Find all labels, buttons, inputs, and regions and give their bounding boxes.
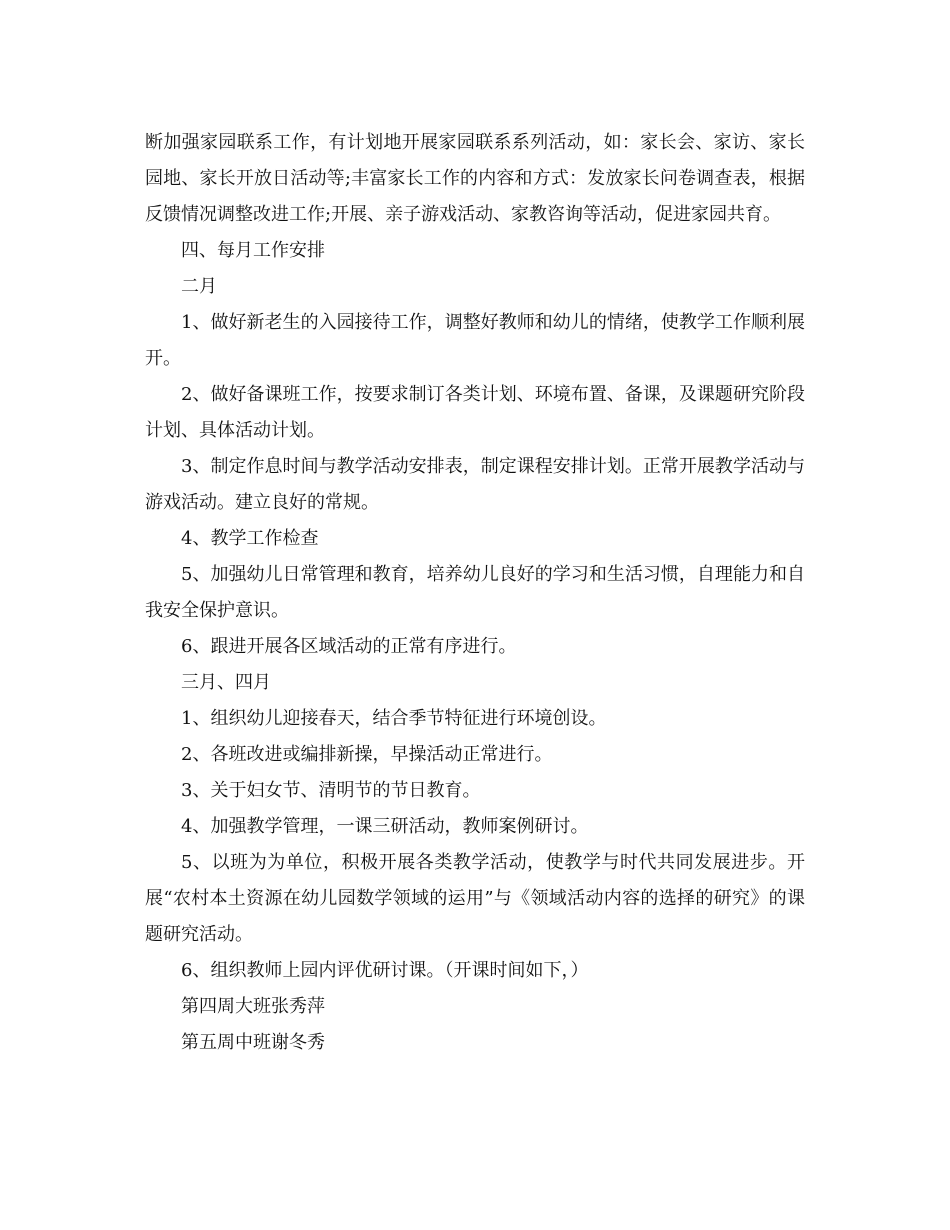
schedule-week-5: 第五周中班谢冬秀 [181, 1032, 325, 1053]
february-item-2: 2、做好备课班工作，按要求制订各类计划、环境布置、备课，及课题研究阶段计划、具体活动计划。 [145, 384, 805, 441]
february-item-5: 5、加强幼儿日常管理和教育，培养幼儿良好的学习和生活习惯，自理能力和自我安全保护意识。 [145, 564, 805, 621]
month-heading-march-april: 三月、四月 [181, 672, 271, 693]
march-april-item-6: 6、组织教师上园内评优研讨课。（开课时间如下，） [181, 960, 589, 981]
month-heading-february: 二月 [181, 276, 217, 297]
march-april-item-2: 2、各班改进或编排新操，早操活动正常进行。 [181, 744, 553, 765]
february-item-4: 4、教学工作检查 [181, 528, 319, 549]
february-item-6: 6、跟进开展各区域活动的正常有序进行。 [181, 636, 517, 657]
document-body [145, 125, 805, 1061]
march-april-item-3: 3、关于妇女节、清明节的节日教育。 [181, 780, 481, 801]
march-april-item-1: 1、组织幼儿迎接春天，结合季节特征进行环境创设。 [181, 708, 607, 729]
february-item-3: 3、制定作息时间与教学活动安排表，制定课程安排计划。正常开展教学活动与游戏活动。建立良好的常规。 [145, 456, 805, 513]
february-item-1: 1、做好新老生的入园接待工作，调整好教师和幼儿的情绪，使教学工作顺利展开。 [145, 312, 805, 369]
section-heading-monthly-plan: 四、每月工作安排 [181, 240, 325, 261]
march-april-item-4: 4、加强教学管理，一课三研活动，教师案例研讨。 [181, 816, 589, 837]
march-april-item-5: 5、以班为为单位，积极开展各类教学活动，使教学与时代共同发展进步。开展“农村本土资源在幼儿园数学领域的运用”与《领域活动内容的选择的研究》的课题研究活动。 [145, 852, 805, 945]
paragraph-parent-work-continued: 断加强家园联系工作，有计划地开展家园联系系列活动，如：家长会、家访、家长园地、家长开放日活动等;丰富家长工作的内容和方式：发放家长问卷调查表，根据反馈情况调整改进工作;开展、亲子游戏活动、家教咨询等活动，促进家园共育。 [145, 132, 805, 225]
schedule-week-4: 第四周大班张秀萍 [181, 996, 325, 1017]
